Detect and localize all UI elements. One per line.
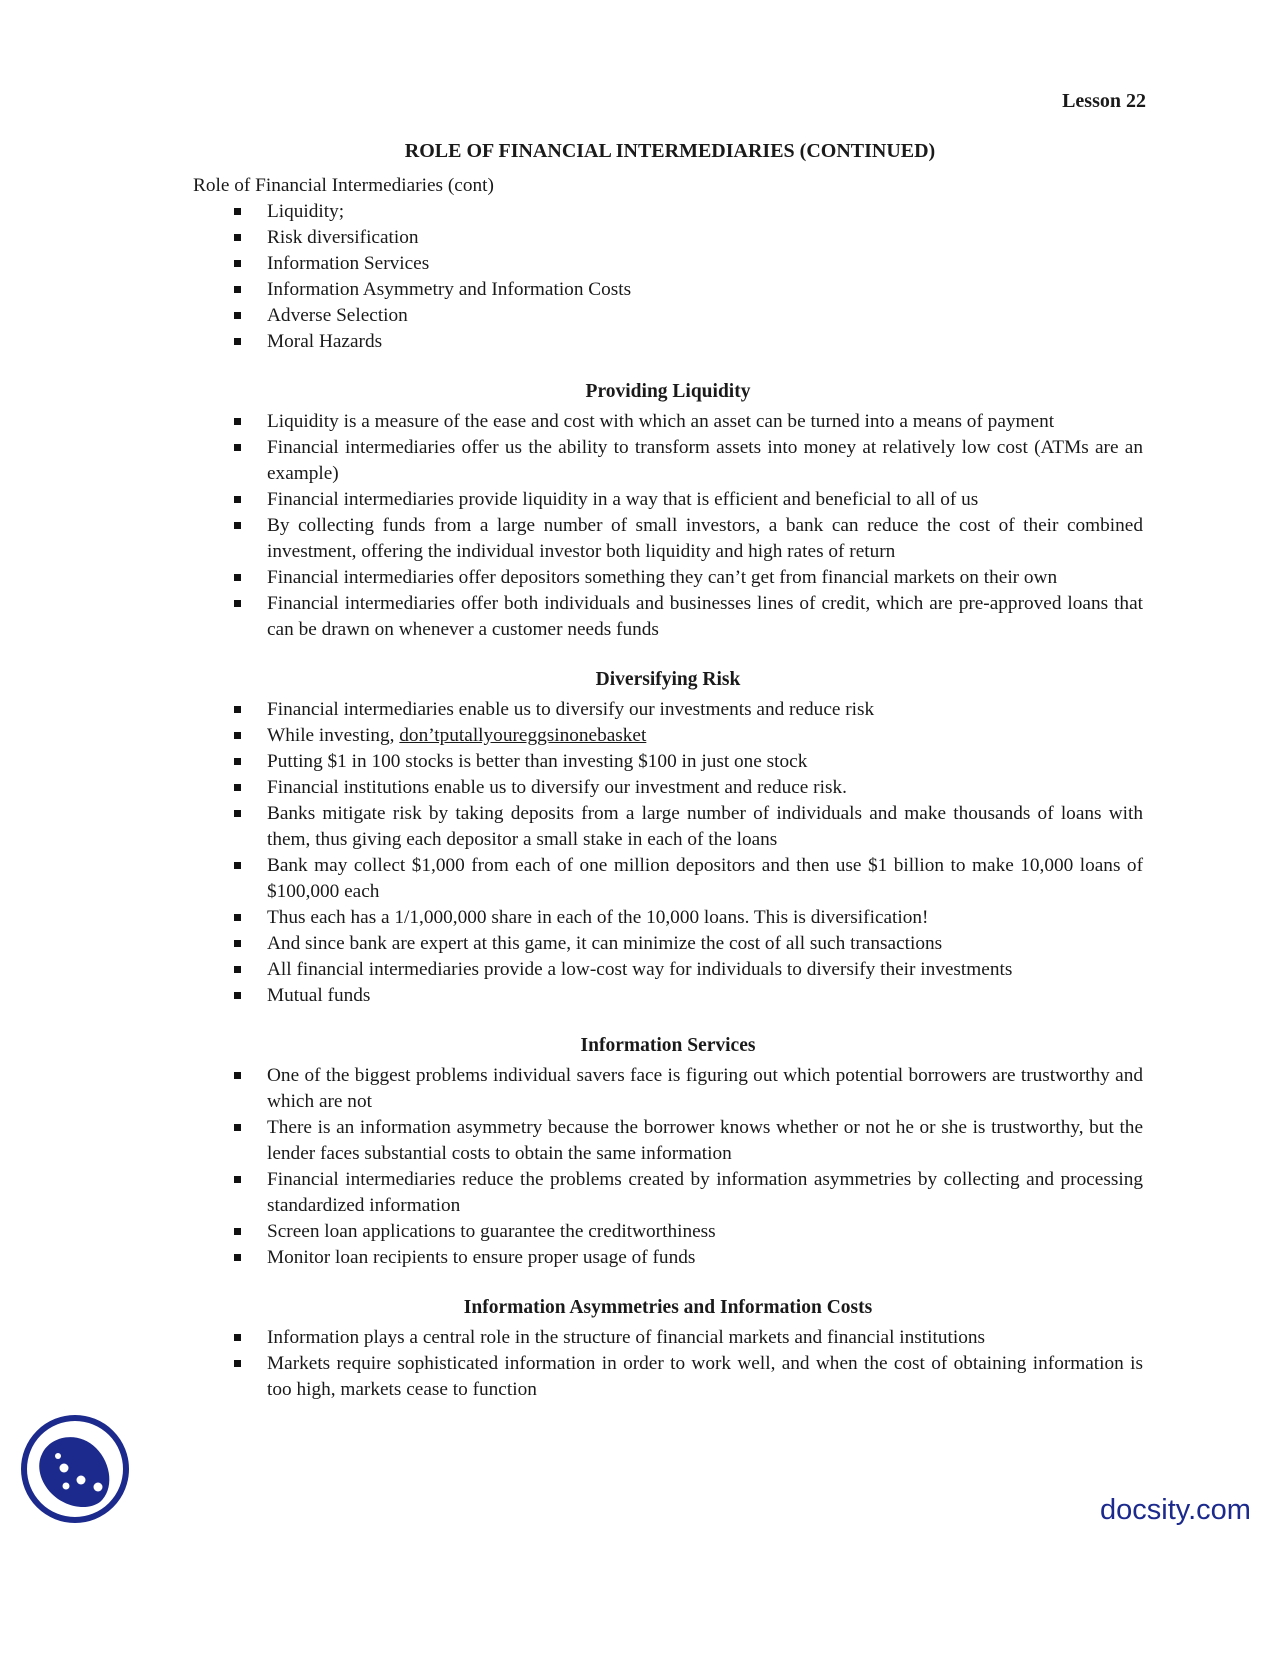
section-heading-information-services: Information Services [580, 1035, 756, 1056]
list-item: Bank may collect $1,000 from each of one million depositors and then use $1 billion to make 10,000 loans of $100,000 each [193, 853, 1143, 905]
section-heading-liquidity: Providing Liquidity [585, 381, 751, 402]
list-item: Information Asymmetry and Information Costs [193, 277, 1143, 303]
list-item: Information Services [193, 251, 1143, 277]
list-item: Screen loan applications to guarantee the creditworthiness [193, 1219, 1143, 1245]
list-item: There is an information asymmetry because the borrower knows whether or not he or she is trustworthy, but the lender faces substantial costs to obtain the same information [193, 1115, 1143, 1167]
list-item: Moral Hazards [193, 329, 1143, 355]
list-item: And since bank are expert at this game, it can minimize the cost of all such transactions [193, 931, 1143, 957]
list-item: One of the biggest problems individual savers face is figuring out which potential borrowers are trustworthy and which are not [193, 1063, 1143, 1115]
document-body [193, 173, 1143, 1403]
list-item: By collecting funds from a large number of small investors, a bank can reduce the cost of their combined investment, offering the individual investor both liquidity and high rates of return [193, 513, 1143, 565]
info-costs-list [193, 1325, 1143, 1403]
list-item: Financial intermediaries offer depositors something they can’t get from financial markets on their own [193, 565, 1143, 591]
list-item: Financial intermediaries provide liquidity in a way that is efficient and beneficial to all of us [193, 487, 1143, 513]
list-item: Banks mitigate risk by taking deposits from a large number of individuals and make thousands of loans with them, thus giving each depositor a small stake in each of the loans [193, 801, 1143, 853]
list-item: Financial intermediaries reduce the problems created by information asymmetries by collecting and processing standardized information [193, 1167, 1143, 1219]
list-item [193, 723, 1143, 749]
list-item: All financial intermediaries provide a low-cost way for individuals to diversify their investments [193, 957, 1143, 983]
list-item: Financial institutions enable us to diversify our investment and reduce risk. [193, 775, 1143, 801]
docsity-logo-icon[interactable] [20, 1414, 130, 1524]
lesson-number: Lesson 22 [1062, 90, 1146, 112]
list-item: Putting $1 in 100 stocks is better than investing $100 in just one stock [193, 749, 1143, 775]
document-title: ROLE OF FINANCIAL INTERMEDIARIES (CONTINUED) [404, 140, 936, 162]
info-services-list [193, 1063, 1143, 1271]
list-item: Monitor loan recipients to ensure proper usage of funds [193, 1245, 1143, 1271]
investing-prefix: While investing, [267, 725, 395, 746]
investing-phrase: don’tputallyoureggsinonebasket [399, 725, 647, 746]
risk-list [193, 697, 1143, 1009]
list-item: Financial intermediaries offer both individuals and businesses lines of credit, which are pre-approved loans that can be drawn on whenever a customer needs funds [193, 591, 1143, 643]
list-item: Thus each has a 1/1,000,000 share in each of the 10,000 loans. This is diversification! [193, 905, 1143, 931]
list-item: Liquidity is a measure of the ease and cost with which an asset can be turned into a means of payment [193, 409, 1143, 435]
intro-list [193, 199, 1143, 355]
docsity-brand-link[interactable]: docsity.com [1100, 1494, 1251, 1526]
list-item: Liquidity; [193, 199, 1143, 225]
list-item: Adverse Selection [193, 303, 1143, 329]
section-heading-information-costs: Information Asymmetries and Information Costs [463, 1297, 873, 1318]
list-item: Risk diversification [193, 225, 1143, 251]
list-item: Financial intermediaries enable us to diversify our investments and reduce risk [193, 697, 1143, 723]
liquidity-list [193, 409, 1143, 643]
list-item: Information plays a central role in the structure of financial markets and financial institutions [193, 1325, 1143, 1351]
intro-label: Role of Financial Intermediaries (cont) [193, 175, 494, 196]
list-item: Financial intermediaries offer us the ability to transform assets into money at relatively low cost (ATMs are an example) [193, 435, 1143, 487]
list-item: Markets require sophisticated information in order to work well, and when the cost of obtaining information is too high, markets cease to function [193, 1351, 1143, 1403]
section-heading-diversifying-risk: Diversifying Risk [595, 669, 741, 690]
list-item: Mutual funds [193, 983, 1143, 1009]
